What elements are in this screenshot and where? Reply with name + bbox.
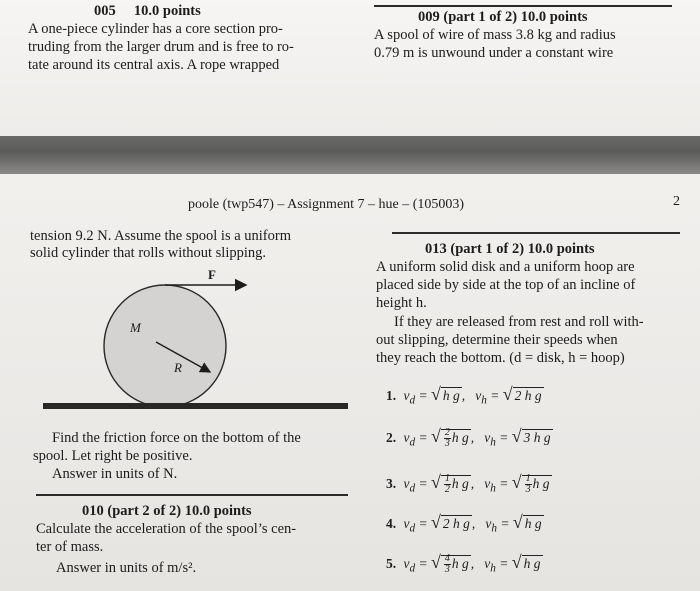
q005-line-3: tate around its central axis. A rope wrapped [28, 57, 280, 73]
choice-5[interactable]: 5. $v_d$ = √ $\frac{4}{3}$ h g , $v_h$ = √ h g [386, 552, 541, 576]
q010-heading: 010 (part 2 of 2) 10.0 points [82, 503, 252, 519]
q013-heading: 013 (part 1 of 2) 10.0 points [425, 241, 595, 257]
q013-line-3: height h. [376, 295, 427, 311]
force-label: F [208, 267, 216, 282]
page-header-title: poole (twp547) – Assignment 7 – hue – (105003) [188, 197, 465, 212]
q005-heading: 005 10.0 points [94, 3, 201, 19]
q010-line-1: Calculate the acceleration of the spool’s cen- [36, 521, 297, 537]
choice-2[interactable]: 2. $v_d$ = √ $\frac{2}{3}$ h g , $v_h$ = √ 3 h g [386, 426, 551, 450]
continuation-line-2: solid cylinder that rolls without slipping. [30, 245, 267, 261]
q013-divider [392, 232, 680, 234]
page-number: 2 [673, 194, 680, 209]
radius-label: R [174, 360, 182, 375]
q009-line-1: A spool of wire of mass 3.8 kg and radius [374, 27, 616, 43]
q005-line-1: A one-piece cylinder has a core section pro- [28, 21, 283, 37]
q013-line-2: placed side by side at the top of an incline of [376, 277, 636, 293]
continuation-line-1: tension 9.2 N. Assume the spool is a uniform [30, 228, 291, 244]
spool-figure [28, 262, 358, 422]
ground-bar [43, 403, 348, 409]
friction-answer-units: Answer in units of N. [52, 466, 178, 482]
q013-line-6: they reach the bottom. (d = disk, h = hoop) [376, 350, 625, 366]
q009-line-2: 0.79 m is unwound under a constant wire [374, 45, 614, 61]
choice-3[interactable]: 3. $v_d$ = √ $\frac{1}{2}$ h g , $v_h$ = √ $\frac{1}{3}$ h g [386, 472, 550, 496]
spool-circle [104, 285, 226, 407]
choice-4[interactable]: 4. $v_d$ = √ 2 h g , $v_h$ = √ h g [386, 512, 542, 535]
q010-divider [36, 494, 348, 496]
page-gap-shadow [0, 136, 700, 174]
q013-line-5: out slipping, determine their speeds when [376, 332, 618, 348]
q010-answer-units: Answer in units of m/s². [56, 560, 197, 576]
mass-label: M [130, 320, 141, 335]
choice-1[interactable]: 1. $v_d$ = √ h g , $v_h$ = √ 2 h g [386, 384, 542, 407]
q009-heading: 009 (part 1 of 2) 10.0 points [418, 9, 588, 25]
q010-line-2: ter of mass. [36, 539, 104, 555]
friction-question-line-1: Find the friction force on the bottom of the [52, 430, 301, 446]
q009-divider [374, 5, 672, 7]
friction-question-line-2: spool. Let right be positive. [33, 448, 193, 464]
q013-line-1: A uniform solid disk and a uniform hoop are [376, 259, 635, 275]
q013-line-4: If they are released from rest and roll with- [394, 314, 644, 330]
q005-line-2: truding from the larger drum and is free to ro- [28, 39, 294, 55]
